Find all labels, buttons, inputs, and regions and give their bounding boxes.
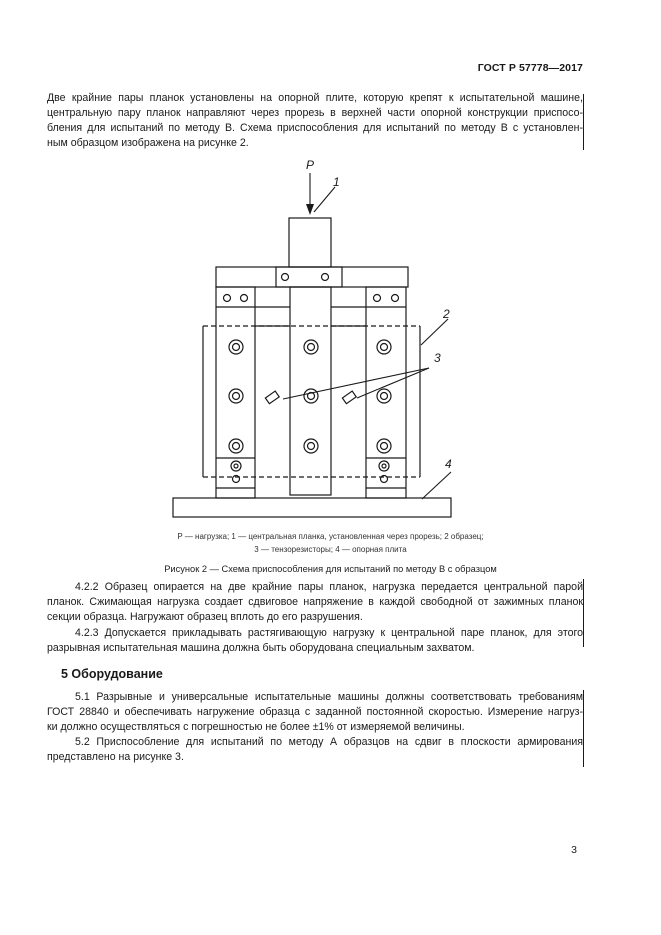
callout-3: 3 bbox=[434, 351, 441, 365]
text-line: представлено на рисунке 3. bbox=[47, 751, 184, 763]
top-crossbar bbox=[216, 267, 408, 287]
strain-gauge bbox=[265, 391, 279, 404]
text-line: 5.1 Разрывные и универсальные испытательные машины должны соответствовать требованиям bbox=[75, 691, 583, 703]
text-line: бления для испытаний по методу В. Схема приспособления для испытаний по методу В с установлен- bbox=[47, 122, 583, 134]
text-line: 5.2 Приспособление для испытаний по методу А образцов на сдвиг в плоскости армирования bbox=[75, 736, 583, 748]
load-block bbox=[289, 218, 331, 267]
callout-4: 4 bbox=[445, 457, 452, 471]
callout-2: 2 bbox=[443, 307, 450, 321]
text-line: 4.2.2 Образец опирается на две крайние пары планок, нагрузка передается центральной парой bbox=[75, 581, 583, 593]
change-bar bbox=[583, 690, 584, 767]
slot-block bbox=[276, 267, 342, 287]
text-line: Две крайние пары планок установлены на опорной плите, которую крепят к испытательной машине, bbox=[47, 92, 583, 104]
central-bar bbox=[290, 287, 331, 495]
leader-3b bbox=[357, 368, 429, 398]
paragraph-5-2 bbox=[47, 735, 583, 765]
leader-1 bbox=[314, 187, 335, 212]
text-line: планок. Сжимающая нагрузка создает сдвиговое напряжение в каждой свободной от зажимных планок bbox=[47, 596, 583, 608]
figure-legend-line: 3 — тензорезисторы; 4 — опорная плита bbox=[254, 545, 407, 554]
text-line: ным образцом изображена на рисунке 2. bbox=[47, 137, 249, 149]
text-line: разрывная испытательная машина должна быть оборудована специальным захватом. bbox=[47, 642, 475, 654]
callout-1: 1 bbox=[333, 175, 340, 189]
leader-2 bbox=[421, 319, 448, 345]
page-number: 3 bbox=[571, 844, 577, 856]
figure-legend-line: P — нагрузка; 1 — центральная планка, установленная через прорезь; 2 образец; bbox=[177, 532, 484, 541]
section-5-heading: 5 Оборудование bbox=[61, 667, 163, 681]
paragraph-4-2-3 bbox=[47, 626, 583, 656]
strain-gauge bbox=[342, 391, 356, 404]
load-label: P bbox=[306, 158, 315, 172]
text-line: 4.2.3 Допускается прикладывать растягивающую нагрузку к центральной паре планок, для этого bbox=[75, 627, 583, 639]
base-plate bbox=[173, 498, 451, 517]
text-line: центральную пару планок направляют через прорезь в верхней части опорной конструкции приспосо- bbox=[47, 107, 583, 119]
text-line: ГОСТ 28840 и обеспечивать нагружение образца с заданной постоянной скоростью. Измерение нагруз- bbox=[47, 706, 583, 718]
change-bar bbox=[583, 579, 584, 647]
document-header: ГОСТ Р 57778—2017 bbox=[477, 62, 583, 74]
text-line: секции образца. Нагружают образец вплоть до его разрушения. bbox=[47, 611, 363, 623]
figure-caption: Рисунок 2 — Схема приспособления для испытаний по методу В с образцом bbox=[164, 564, 497, 574]
paragraph-4-2-2 bbox=[47, 580, 583, 625]
leader-4 bbox=[422, 472, 451, 499]
leader-3a bbox=[283, 368, 429, 399]
text-line: ки должно осуществляться с погрешностью не более ±1% от измеряемой величины. bbox=[47, 721, 465, 733]
paragraph-5-1 bbox=[47, 690, 583, 735]
